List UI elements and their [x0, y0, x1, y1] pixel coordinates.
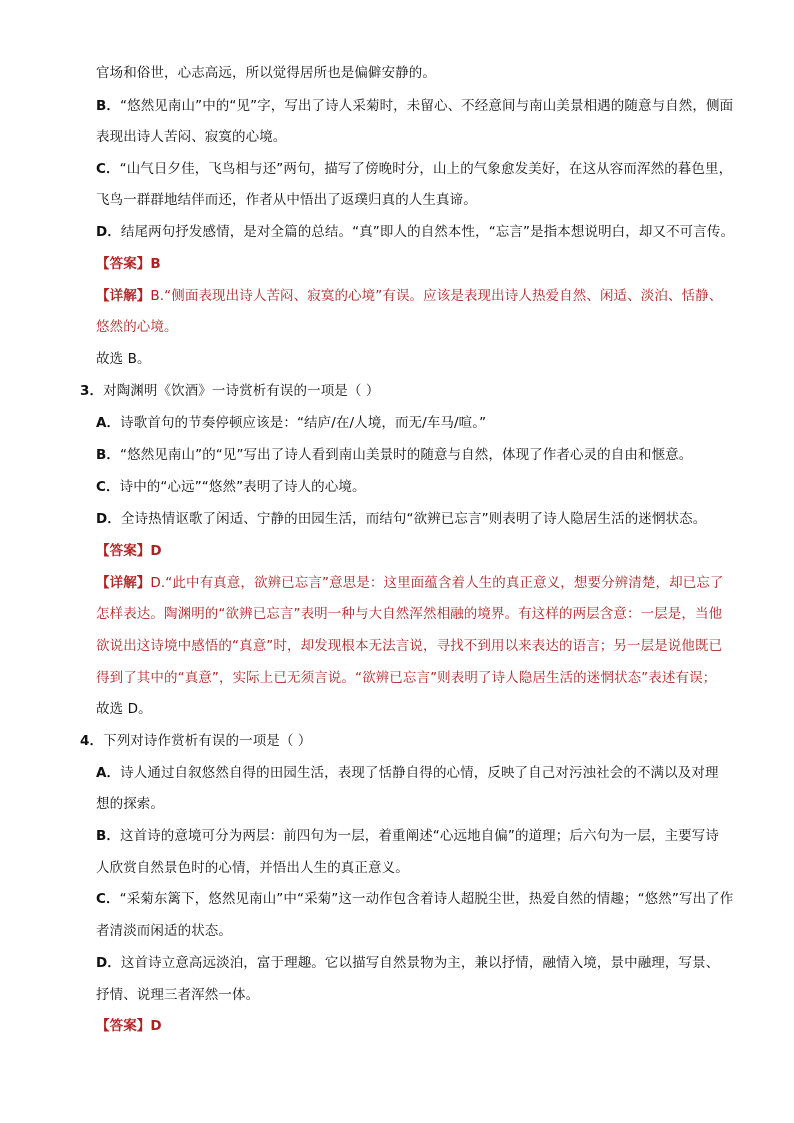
detail-text: B.“侧面表现出诗人苦闷、寂寞的心境”有误。应该是表现出诗人热爱自然、闲适、淡泊、恬静、 — [150, 288, 723, 304]
q4-option-d-cont: 抒情、说理三者浑然一体。 — [96, 987, 260, 1003]
answer-value: B — [150, 256, 161, 272]
question-text: 下列对诗作赏析有误的一项是（ ） — [103, 733, 312, 749]
option-text: 这首诗立意高远淡泊，富于理趣。它以描写自然景物为主，兼以抒情，融情入境，景中融理，写景、 — [120, 955, 720, 971]
question-number: 3． — [80, 383, 104, 399]
q3-select: 故选 D。 — [96, 701, 152, 717]
option-letter: B． — [96, 98, 120, 114]
q2-option-d[interactable] — [96, 222, 734, 242]
answer-value: D — [150, 543, 162, 559]
q3-option-c[interactable] — [96, 477, 366, 497]
q3-detail-cont-2: 欲说出这诗境中感悟的“真意”时，却发现根本无法言说，寻找不到用以来表达的语言；另一层是说他既已 — [96, 638, 723, 654]
option-text: 诗人通过自叙悠然自得的田园生活，表现了恬静自得的心情，反映了自己对污浊社会的不满以及对理 — [120, 765, 719, 781]
q4-option-a[interactable] — [96, 763, 719, 783]
answer-tag: 【答案】 — [96, 543, 151, 559]
q3-option-b[interactable] — [96, 445, 692, 465]
option-text: “悠然见南山”的“见”写出了诗人看到南山美景时的随意与自然，体现了作者心灵的自由和惬意。 — [120, 447, 693, 463]
detail-text: D.“此中有真意，欲辨已忘言”意思是：这里面蕴含着人生的真正意义，想要分辨清楚，却已忘了 — [150, 575, 724, 591]
q4-stem — [80, 731, 312, 751]
q2-answer — [96, 254, 161, 274]
option-text: 这首诗的意境可分为两层：前四句为一层，着重阐述“心远地自偏”的道理；后六句为一层，主要写诗 — [120, 828, 719, 844]
q3-detail-cont-3: 得到了其中的“真意”，实际上已无须言说。“欲辨已忘言”则表明了诗人隐居生活的迷惘状态”表述有误； — [96, 670, 717, 686]
option-letter: B． — [96, 447, 120, 463]
q4-answer — [96, 1016, 162, 1036]
option-letter: D． — [96, 955, 121, 971]
question-number: 4． — [80, 733, 104, 749]
option-text: 诗歌首句的节奏停顿应该是：“结庐/在/人境，而无/车马/喧。” — [120, 415, 487, 431]
q4-option-b-cont: 人欣赏自然景色时的心情，并悟出人生的真正意义。 — [96, 860, 409, 876]
q2-detail-cont: 悠然的心境。 — [96, 319, 178, 335]
answer-tag: 【答案】 — [96, 256, 151, 272]
q4-option-d[interactable] — [96, 953, 719, 973]
option-text: 全诗热情讴歌了闲适、宁静的田园生活，而结句“欲辨已忘言”则表明了诗人隐居生活的迷惘状态。 — [120, 511, 707, 527]
option-letter: A． — [96, 765, 121, 781]
option-letter: B． — [96, 828, 120, 844]
option-text: 结尾两句抒发感情，是对全篇的总结。“真”即人的自然本性，“忘言”是指本想说明白，却又不可言传。 — [120, 224, 735, 240]
q4-option-b[interactable] — [96, 826, 719, 846]
q3-stem — [80, 381, 379, 401]
q4-option-c[interactable] — [96, 889, 733, 909]
q2-detail — [96, 286, 722, 306]
q3-detail — [96, 573, 723, 593]
q2-option-b-cont: 表现出诗人苦闷、寂寞的心境。 — [96, 129, 287, 145]
answer-value: D — [150, 1018, 162, 1034]
detail-tag: 【详解】 — [96, 575, 151, 591]
detail-tag: 【详解】 — [96, 288, 151, 304]
option-text: “悠然见南山”中的“见”字，写出了诗人采菊时，未留心、不经意间与南山美景相遇的随意与自然，侧面 — [120, 98, 734, 114]
q3-detail-cont-1: 怎样表达。陶渊明的“欲辨已忘言”表明一种与大自然浑然相融的境界。有这样的两层含意：一层是，当他 — [96, 606, 723, 622]
paragraph-continuation: 官场和俗世，心志高远，所以觉得居所也是偏僻安静的。 — [96, 65, 436, 81]
option-letter: C． — [96, 891, 120, 907]
option-letter: D． — [96, 224, 121, 240]
option-letter: C． — [96, 479, 120, 495]
option-letter: D． — [96, 511, 121, 527]
option-letter: C． — [96, 161, 120, 177]
q4-option-c-cont: 者清淡而闲适的状态。 — [96, 923, 232, 939]
q2-option-b[interactable] — [96, 96, 733, 116]
option-text: “山气日夕佳，飞鸟相与还”两句，描写了傍晚时分，山上的气象愈发美好，在这从容而浑然的暮色里， — [119, 161, 733, 177]
q4-option-a-cont: 想的探索。 — [96, 796, 164, 812]
q3-option-d[interactable] — [96, 509, 706, 529]
q2-option-c-cont: 飞鸟一群群地结伴而还，作者从中悟出了返璞归真的人生真谛。 — [96, 192, 477, 208]
option-letter: A． — [96, 415, 121, 431]
question-text: 对陶渊明《饮酒》一诗赏析有误的一项是（ ） — [103, 383, 380, 399]
option-text: 诗中的“心远”“悠然”表明了诗人的心境。 — [119, 479, 366, 495]
q2-select: 故选 B。 — [96, 351, 151, 367]
answer-tag: 【答案】 — [96, 1018, 151, 1034]
option-text: “采菊东篱下，悠然见南山”中“采菊”这一动作包含着诗人超脱尘世，热爱自然的情趣；“悠然”写出了作 — [119, 891, 734, 907]
q3-answer — [96, 541, 162, 561]
q3-option-a[interactable] — [96, 413, 486, 433]
q2-option-c[interactable] — [96, 159, 732, 179]
